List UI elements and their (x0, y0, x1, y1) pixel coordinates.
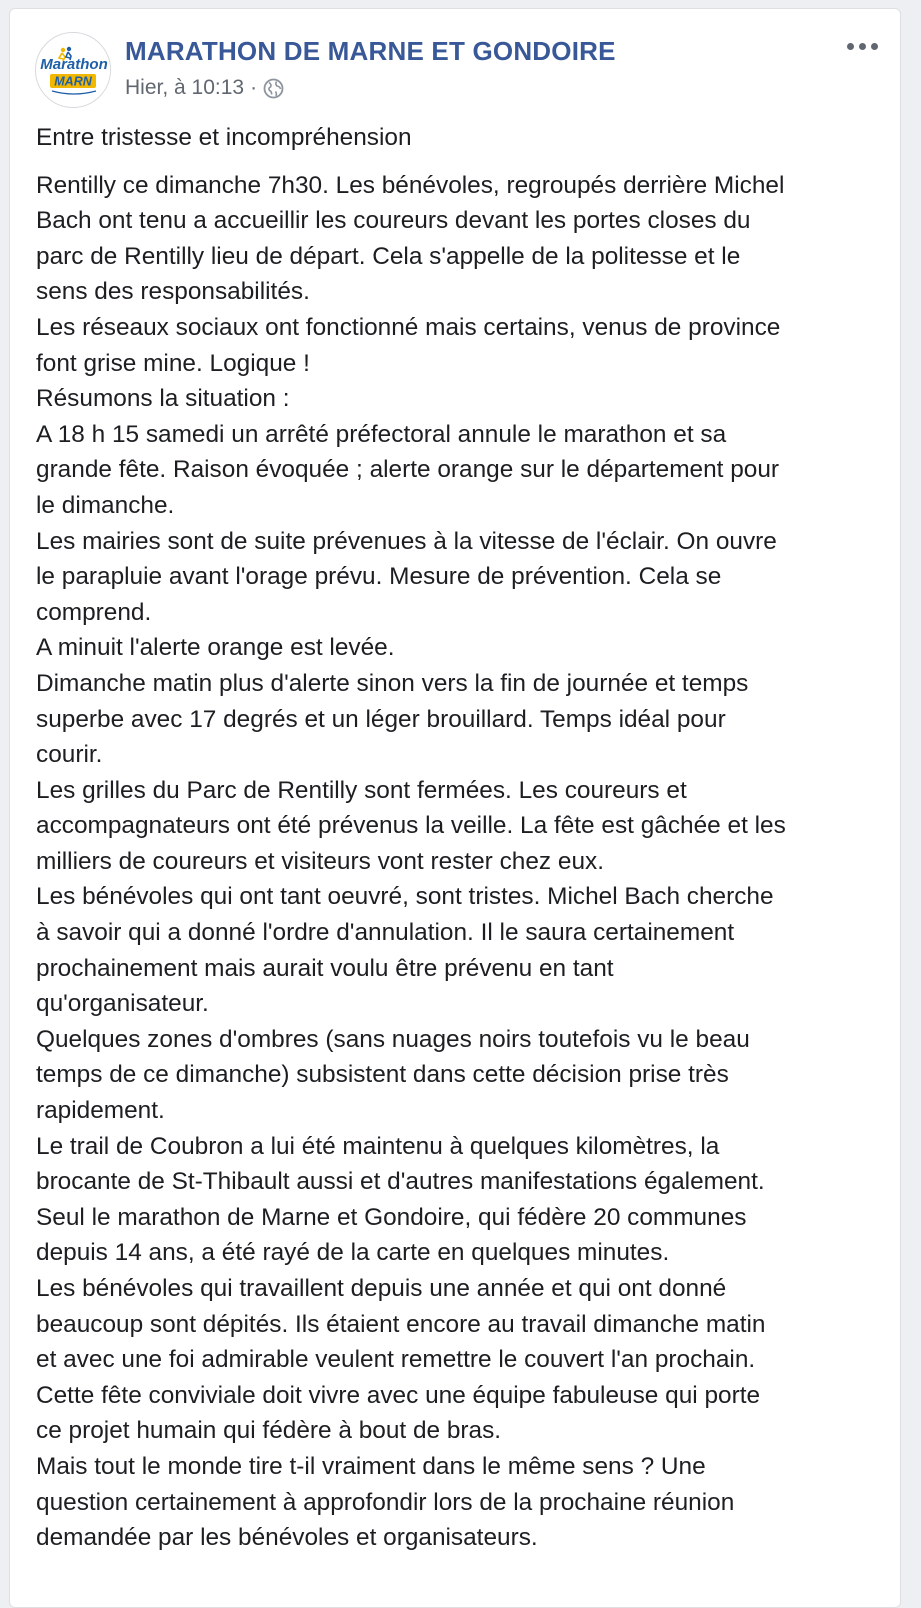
post-text-line: Bach ont tenu a accueillir les coureurs devant les portes closes du (36, 207, 751, 235)
post-text-line: A minuit l'alerte orange est levée. (36, 634, 395, 662)
post-text-line: milliers de coureurs et visiteurs vont rester chez eux. (36, 847, 604, 875)
post-text-line: prochainement mais aurait voulu être prévenu en tant (36, 954, 614, 982)
post-text-line: Mais tout le monde tire t-il vraiment dans le même sens ? Une (36, 1452, 706, 1480)
post-title: Entre tristesse et incompréhension (36, 124, 412, 151)
post-text-line: accompagnateurs ont été prévenus la veille. La fête est gâchée et les (36, 812, 786, 840)
logo-text-bottom: MARN (54, 74, 92, 89)
post-text-line: Résumons la situation : (36, 385, 290, 413)
post-text-line: Dimanche matin plus d'alerte sinon vers la fin de journée et temps (36, 669, 749, 697)
post-text-line: Les bénévoles qui travaillent depuis une année et qui ont donné (36, 1275, 727, 1302)
post-text-line: demandée par les bénévoles et organisateurs. (36, 1524, 538, 1552)
post-text-line: A 18 h 15 samedi un arrêté préfectoral annule le marathon et sa (36, 420, 727, 448)
more-dot (847, 43, 854, 50)
post-text-line: depuis 14 ans, a été rayé de la carte en quelques minutes. (36, 1239, 670, 1267)
post-text-line: question certainement à approfondir lors de la prochaine réunion (36, 1488, 735, 1516)
post-meta (125, 76, 284, 100)
post-text-line: Les grilles du Parc de Rentilly sont fermées. Les coureurs et (36, 776, 687, 804)
post-text-line: Quelques zones d'ombres (sans nuages noirs toutefois vu le beau (36, 1025, 750, 1053)
more-options-button[interactable] (843, 39, 882, 54)
post-text-line: brocante de St-Thibault aussi et d'autres manifestations également. (36, 1168, 765, 1196)
post-text-line: à savoir qui a donné l'ordre d'annulation. Il le saura certainement (36, 919, 735, 947)
post-text-line: le parapluie avant l'orage prévu. Mesure de prévention. Cela se (36, 563, 722, 591)
post-text-line: Cette fête conviviale doit vivre avec une équipe fabuleuse qui porte (36, 1381, 761, 1409)
post-text-line: Les bénévoles qui ont tant oeuvré, sont tristes. Michel Bach cherche (36, 883, 774, 911)
more-dot (859, 43, 866, 50)
post-text-line: le dimanche. (36, 491, 175, 519)
post-text-line: Les réseaux sociaux ont fonctionné mais certains, venus de province (36, 313, 781, 341)
post-text-line: beaucoup sont dépités. Ils étaient encore au travail dimanche matin (36, 1310, 766, 1338)
post-header (10, 9, 900, 119)
page-name-link[interactable]: MARATHON DE MARNE ET GONDOIRE (125, 36, 616, 66)
logo-text-top: Marathon (40, 56, 108, 73)
post-text-line: qu'organisateur. (36, 990, 209, 1018)
post-text-line: Seul le marathon de Marne et Gondoire, qui fédère 20 communes (36, 1203, 747, 1231)
post-text-line: Les mairies sont de suite prévenues à la vitesse de l'éclair. On ouvre (36, 527, 777, 555)
post-text-line: ce projet humain qui fédère à bout de bras. (36, 1417, 502, 1445)
post-text-line: Rentilly ce dimanche 7h30. Les bénévoles, regroupés derrière Michel (36, 171, 785, 199)
globe-icon[interactable] (263, 78, 284, 99)
post-text-line: sens des responsabilités. (36, 278, 310, 306)
meta-separator: · (250, 76, 258, 99)
post-card (9, 8, 901, 1608)
post-text-line: temps de ce dimanche) subsistent dans cette décision prise très (36, 1061, 729, 1089)
post-timestamp[interactable]: Hier, à 10:13 (125, 76, 245, 99)
post-text-line: rapidement. (36, 1097, 165, 1125)
post-text-line: superbe avec 17 degrés et un léger brouillard. Temps idéal pour (36, 705, 726, 733)
post-text-line: courir. (36, 741, 103, 769)
post-text-line: et avec une foi admirable veulent remettre le couvert l'an prochain. (36, 1346, 756, 1374)
page-avatar[interactable] (35, 32, 111, 108)
post-text-line: grande fête. Raison évoquée ; alerte orange sur le département pour (36, 456, 780, 484)
post-text-line: parc de Rentilly lieu de départ. Cela s'appelle de la politesse et le (36, 242, 741, 270)
post-text-line: font grise mine. Logique ! (36, 349, 310, 377)
post-body (36, 168, 886, 1556)
post-content (36, 120, 886, 1556)
post-text-line: Le trail de Coubron a lui été maintenu à quelques kilomètres, la (36, 1132, 720, 1160)
more-dot (871, 43, 878, 50)
marathon-logo-icon (36, 33, 111, 108)
post-text-line: comprend. (36, 598, 152, 626)
